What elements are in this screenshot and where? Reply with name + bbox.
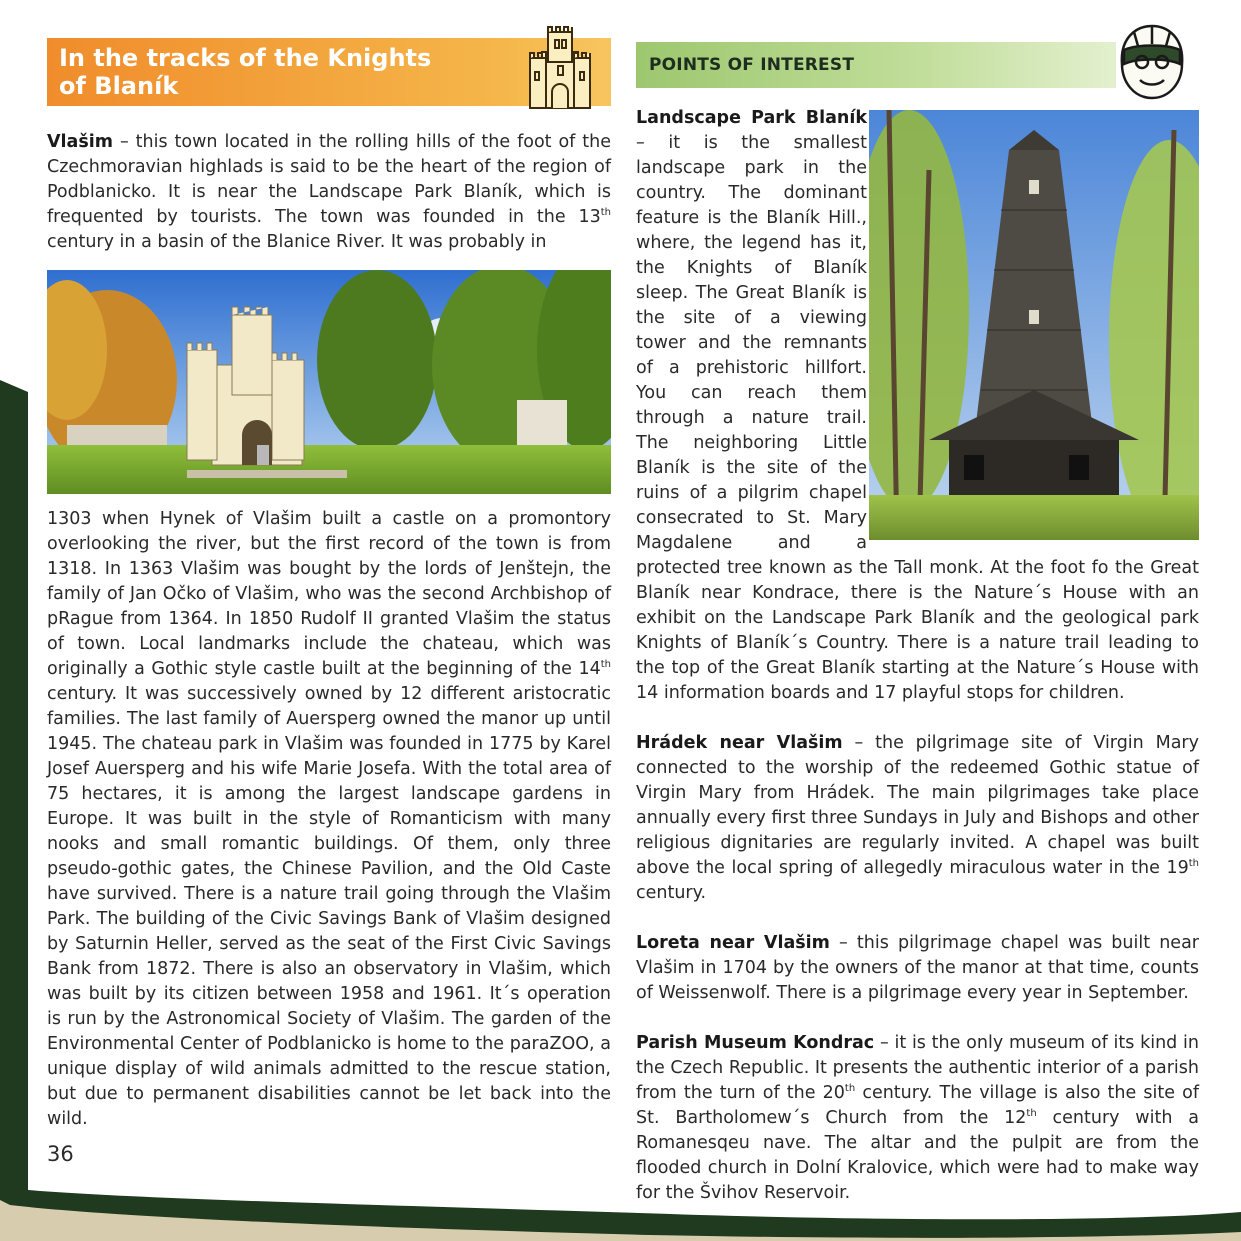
- hradek-text-b: century.: [636, 883, 707, 903]
- vlasim-heading: Vlašim: [47, 132, 114, 152]
- landscape-park-text: – it is the smallest landscape park in the country. The dominant feature is the Blaník Hill., where, the legend has it, the Knights of Blaník sleep. The Great Blaník is the site of a viewing tower and the remnants of a prehistoric hillfort. You can reach them through a nature trail. The neighboring Little Blaník is the site of the ruins of a pilgrim chapel consecrated to St. Mary Magdalene and a protected tree known as the Tall monk. At the foot fo the Great Blaník near Kondrace, there is the Nature´s House with an exhibit on the Landscape Park Blaník and the geological park Knights of Blaník´s Country. There is a nature trail leading to the top of the Great Blaník starting at the Nature´s House with 14 information boards and 17 playful stops for children.: [636, 133, 1199, 703]
- history-text-a: 1303 when Hynek of Vlašim built a castle on a promontory overlooking the river, but the first record of the town is from 1318. In 1363 Vlašim was bought by the lords of Jenštejn, the family of Jan Očko of Vlašim, who was the second Archbishop of pRague from 1364. In 1850 Rudolf II granted Vlašim the status of town. Local landmarks include the chateau, which was originally a Gothic style castle built at the beginning of the 14: [47, 509, 611, 679]
- museum-paragraph: [636, 1031, 1199, 1206]
- points-of-interest-bar: [636, 42, 1116, 88]
- intro-paragraph: [47, 130, 611, 255]
- museum-text-c: century with a Romanesqeu nave. The altar and the pulpit are from the flooded church in Dolní Kralovice, which were had to make way for the Švihov Reservoir.: [636, 1108, 1199, 1203]
- chapter-title-line2: of Blaník: [59, 72, 179, 100]
- history-text-b: century. It was successively owned by 12 different aristocratic families. The last family of Auersperg owned the manor up until 1945. The chateau park in Vlašim was founded in 1775 by Karel Josef Auersperg and his wife Marie Josefa. With the total area of 75 hectares, it is among the largest landscape gardens in Europe. It was built in the style of Romanticism with many nooks and small romantic buildings. Of them, only three pseudo-gothic gates, the Chinese Pavilion, and the Old Caste have survived. There is a nature trail going through the Vlašim Park. The building of the Civic Savings Bank of Vlašim designed by Saturnin Heller, served as the seat of the First Civic Savings Bank from 1872. There is also an observatory in Vlašim, which was built by its citizen between 1958 and 1961. It´s operation is run by the Astronomical Society of Vlašim. The garden of the Environmental Center of Podblanicko is home to the paraZOO, a unique display of wild animals admitted to the rescue station, but due to permanent disabilities cannot be let back into the wild.: [47, 684, 611, 1129]
- loreta-text: – this pilgrimage chapel was built near Vlašim in 1704 by the owners of the manor at that time, counts of Weissenwolf. There is a pilgrimage every year in September.: [636, 933, 1199, 1003]
- points-of-interest-label: POINTS OF INTEREST: [649, 55, 855, 75]
- museum-sup: th: [844, 1083, 856, 1095]
- hradek-heading: Hrádek near Vlašim: [636, 733, 843, 753]
- page-number: 36: [47, 1142, 74, 1166]
- hradek-text-a: – the pilgrimage site of Virgin Mary connected to the worship of the redeemed Gothic statue of Virgin Mary from Hrádek. The main pilgrimages take place annually every first three Sundays in July and Bishops and other religious dignitaries are regularly invited. A chapel was built above the local spring of allegedly miraculous water in the 19: [636, 733, 1199, 878]
- landscape-park-heading: Landscape Park Blaník: [636, 108, 867, 128]
- museum-sup2: th: [1026, 1108, 1037, 1120]
- loreta-paragraph: [636, 931, 1199, 1006]
- museum-text-a: – it is the only museum of its kind in the Czech Republic. It presents the authentic interior of a parish from the turn of the 20: [636, 1033, 1200, 1103]
- castle-icon: [520, 22, 600, 110]
- viewing-tower-photo: [869, 110, 1199, 540]
- knight-helmet-icon: [1112, 20, 1192, 102]
- points-of-interest-column: [636, 106, 1199, 1206]
- loreta-heading: Loreta near Vlašim: [636, 933, 830, 953]
- tower-photo-image: [869, 110, 1199, 540]
- vlasim-sup: th: [600, 207, 611, 219]
- landscape-park-paragraph: [636, 106, 1199, 706]
- vlasim-text-b: century in a basin of the Blanice River. It was probably in: [47, 232, 547, 252]
- museum-text-b: century. The village is also the site of St. Bartholomew´s Church from the 12: [636, 1083, 1200, 1128]
- castle-photo-image: [47, 270, 611, 494]
- chapter-title-line1: In the tracks of the Knights: [59, 44, 432, 72]
- history-paragraph: [47, 507, 611, 1132]
- vlasim-castle-photo: [47, 270, 611, 494]
- history-sup: th: [600, 659, 611, 671]
- hradek-sup: th: [1188, 858, 1199, 870]
- museum-heading: Parish Museum Kondrac: [636, 1033, 875, 1053]
- vlasim-text-a: – this town located in the rolling hills of the foot of the Czechmoravian highlads is said to be the heart of the region of Podblanicko. It is near the Landscape Park Blaník, which is frequented by tourists. The town was founded in the 13: [47, 132, 611, 227]
- hradek-paragraph: [636, 731, 1199, 906]
- chapter-title: [59, 44, 479, 100]
